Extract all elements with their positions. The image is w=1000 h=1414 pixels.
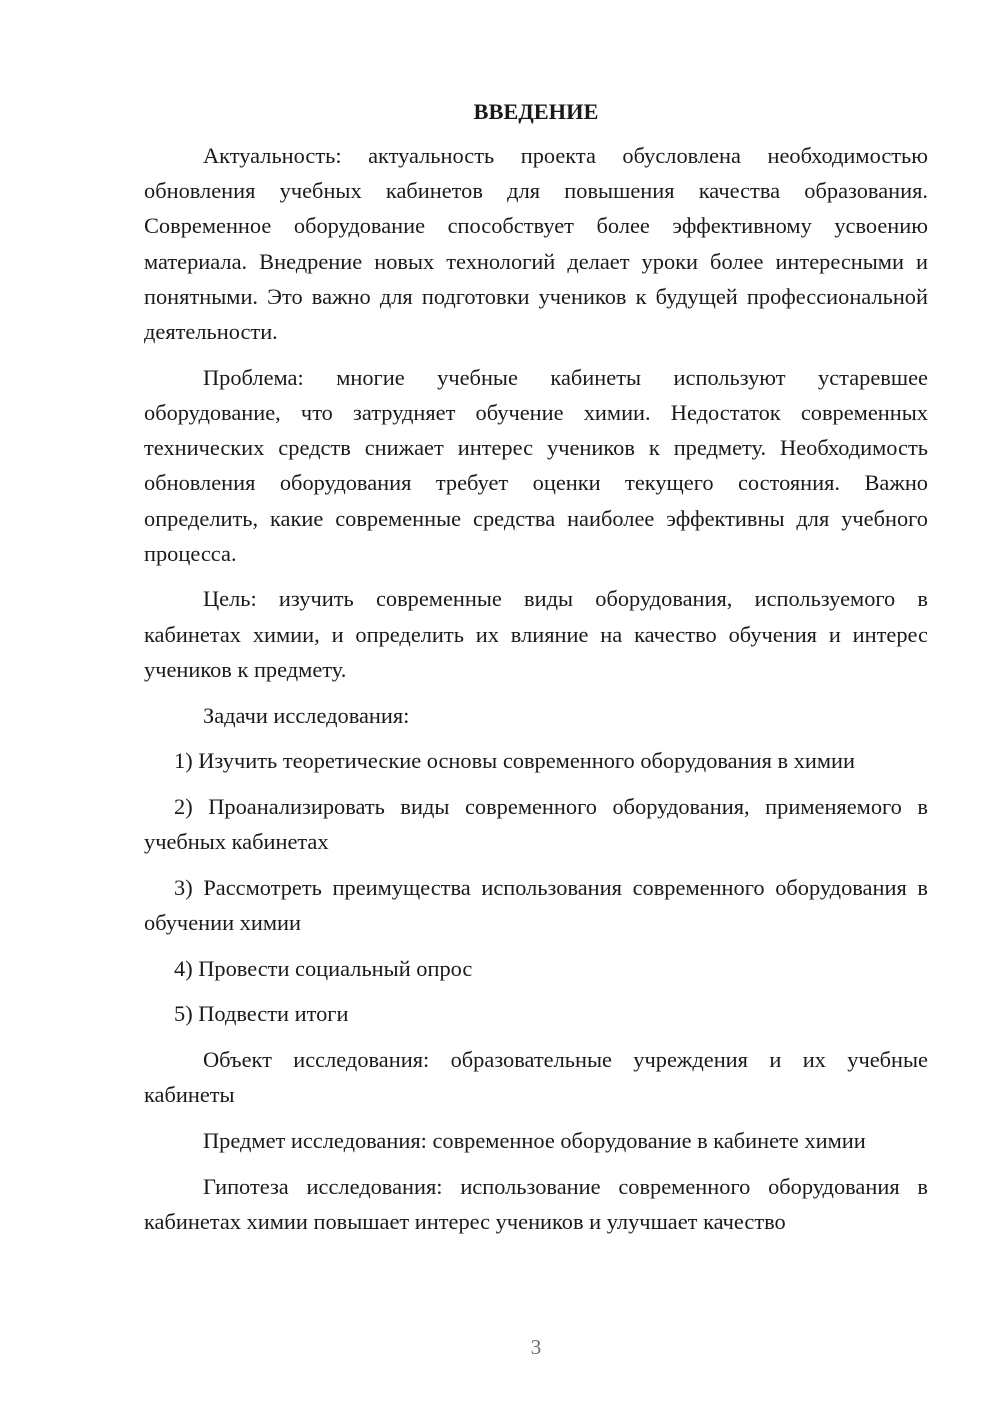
paragraph-goal: Цель: изучить современные виды оборудования, используемого в кабинетах химии, и определить их влияние на качество обучения и интерес учеников к предмету. [144,586,928,682]
paragraph-subject: Предмет исследования: современное оборудование в кабинете химии [203,1128,866,1154]
paragraph-tasks-heading: Задачи исследования: [203,702,410,728]
paragraph-object: Объект исследования: образовательные учреждения и их учебные кабинеты [144,1047,928,1108]
task-item-4: 4) Провести социальный опрос [174,955,473,981]
task-item-5: 5) Подвести итоги [174,1001,349,1027]
task-item-2: 2) Проанализировать виды современного оборудования, применяемого в учебных кабинетах [144,793,928,855]
paragraph-relevance: Актуальность: актуальность проекта обусловлена необходимостью обновления учебных кабинетов для повышения качества образования. Современное оборудование способствует более эффективному усвоению материала. Внедрение новых технологий делает уроки более интересными и понятными. Это важно для подготовки учеников к будущей профессиональной деятельности. [144,143,928,345]
page-number: 3 [530,1335,542,1359]
paragraph-hypothesis: Гипотеза исследования: использование современного оборудования в кабинетах химии повышает интерес учеников и улучшает качество [144,1173,928,1234]
task-item-1: 1) Изучить теоретические основы современного оборудования в химии [174,748,855,774]
section-title: ВВЕДЕНИЕ [473,99,599,124]
paragraph-problem: Проблема: многие учебные кабинеты используют устаревшее оборудование, что затрудняет обучение химии. Недостаток современных технических средств снижает интерес учеников к предмету. Необходимость обновления оборудования требует оценки текущего состояния. Важно определить, какие современные средства наиболее эффективны для учебного процесса. [144,364,928,566]
page-content [144,94,928,1250]
task-item-3: 3) Рассмотреть преимущества использования современного оборудования в обучении химии [144,874,928,936]
